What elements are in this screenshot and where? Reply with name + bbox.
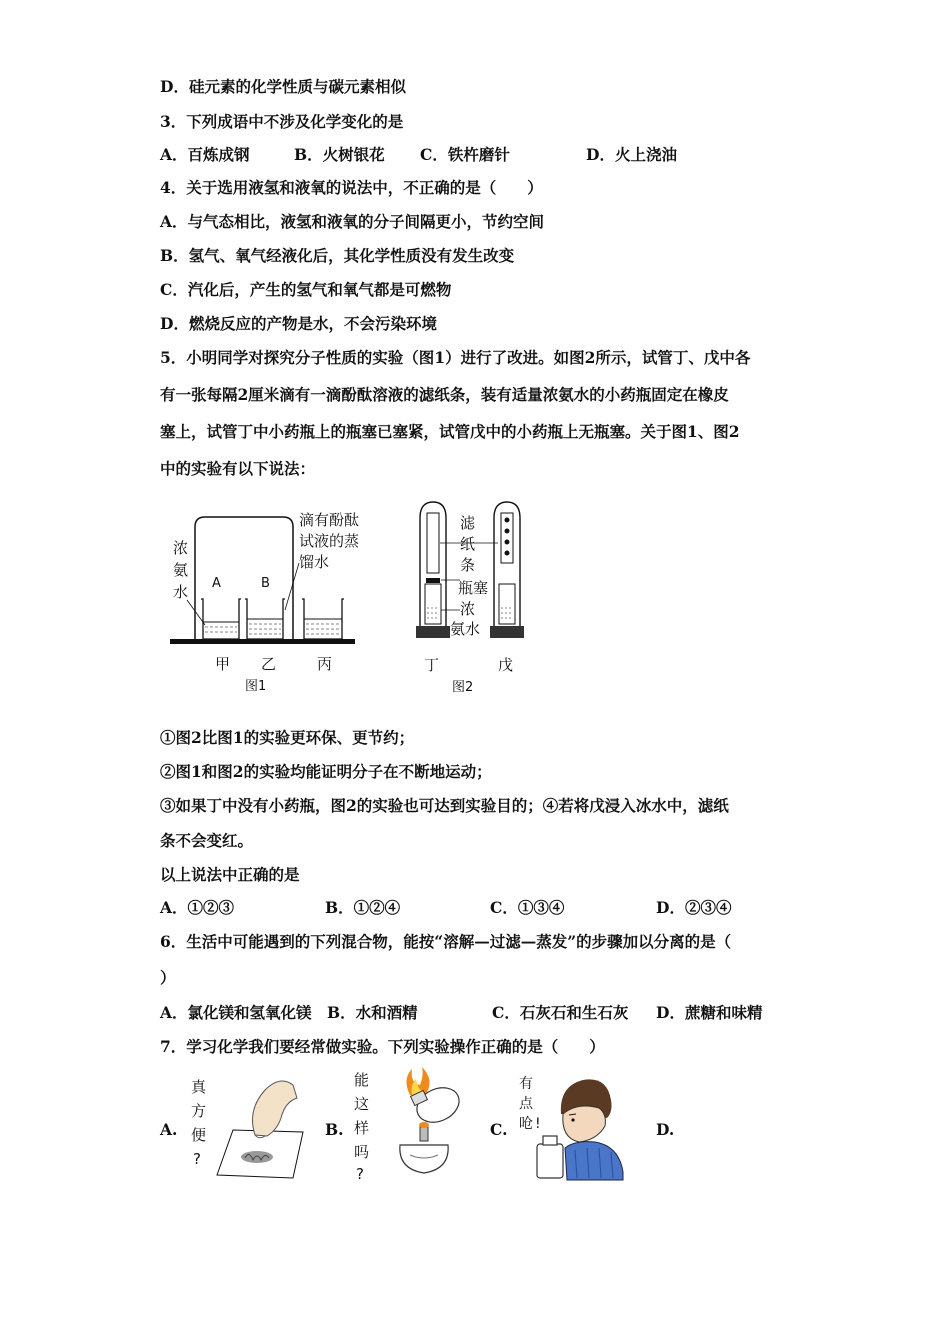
fig2-ammonia-2: 氨水 — [450, 620, 481, 638]
q7b-text-4: 吗 — [354, 1143, 370, 1161]
q7c-text-1: 有 — [519, 1076, 533, 1092]
q7-picture-b-lamp-icon — [350, 1065, 480, 1185]
q7a-text-3: 便 — [191, 1126, 207, 1144]
fig1-dropped-1: 滴有酚酞 — [299, 511, 360, 529]
q6-option-a: A．氯化镁和氢氧化镁 — [160, 1003, 312, 1022]
q7c-text-2: 点 — [519, 1096, 533, 1112]
q7b-text-5: ? — [356, 1165, 364, 1183]
question-3: 3．下列成语中不涉及化学变化的是 — [160, 112, 404, 131]
statement-2: ②图1和图2的实验均能证明分子在不断地运动； — [160, 762, 492, 781]
q5-ask: 以上说法中正确的是 — [160, 865, 300, 884]
q3-option-a: A．百炼成钢 — [160, 145, 250, 164]
fig1-label-yi: 乙 — [261, 655, 277, 673]
q7-option-b: B. — [325, 1120, 344, 1139]
question-6-line1: 6．生活中可能遇到的下列混合物，能按“溶解—过滤—蒸发”的步骤加以分离的是（ — [160, 932, 732, 951]
q7-option-d: D. — [656, 1120, 675, 1139]
q5-option-c: C．①③④ — [490, 898, 565, 917]
question-4: 4．关于选用液氢和液氧的说法中，不正确的是（ ） — [160, 178, 543, 197]
fig1-label-jia: 甲 — [215, 655, 231, 673]
fig1-beaker-b: B — [261, 576, 270, 591]
fig1-ammonia-3: 水 — [173, 583, 189, 601]
q7a-text-1: 真 — [191, 1078, 207, 1096]
q4-option-d: D．燃烧反应的产物是水，不会污染环境 — [160, 314, 437, 333]
q6-option-b: B．水和酒精 — [327, 1003, 418, 1022]
fig2-label-wu: 戊 — [498, 656, 514, 674]
fig1-caption: 图1 — [245, 679, 267, 694]
fig1-label-bing: 丙 — [317, 655, 333, 673]
fig1-ammonia-1: 浓 — [173, 539, 189, 557]
fig1-dropped-2: 试液的蒸 — [299, 532, 360, 550]
q5-option-d: D．②③④ — [656, 898, 732, 917]
q7-picture-c-smelling-icon — [515, 1068, 635, 1183]
figure-1 — [165, 505, 385, 694]
q7c-text-3: 呛 — [519, 1116, 533, 1132]
fig2-filter-1: 滤 — [460, 514, 476, 532]
fig1-beaker-a: A — [212, 576, 221, 591]
q4-option-c: C．汽化后，产生的氢气和氧气都是可燃物 — [160, 280, 452, 299]
q7b-text-1: 能 — [354, 1071, 370, 1089]
fig1-dropped-3: 馏水 — [299, 553, 330, 571]
q7a-text-2: 方 — [191, 1102, 207, 1120]
question-6-line2: ） — [160, 968, 176, 987]
q3-option-c: C．铁杵磨针 — [420, 145, 510, 164]
fig2-caption: 图2 — [452, 680, 474, 695]
q7-option-c: C. — [490, 1120, 508, 1139]
q4-option-a: A．与气态相比，液氢和液氧的分子间隔更小，节约空间 — [160, 212, 545, 231]
q3-option-d: D．火上浇油 — [586, 145, 677, 164]
fig2-label-ding: 丁 — [424, 656, 440, 674]
q7-option-a: A. — [160, 1120, 178, 1139]
question-5-line4: 中的实验有以下说法： — [160, 459, 316, 478]
q7a-text-4: ? — [193, 1150, 201, 1168]
statement-4: 条不会变红。 — [160, 831, 254, 850]
q6-option-c: C．石灰石和生石灰 — [492, 1003, 629, 1022]
fig2-stopper: 瓶塞 — [458, 579, 489, 597]
statement-3: ③如果丁中没有小药瓶，图2的实验也可达到实验目的；④若将戊浸入冰水中，滤纸 — [160, 796, 729, 815]
q7b-text-2: 这 — [354, 1095, 370, 1113]
q7-picture-a-hand-icon — [185, 1070, 320, 1185]
q3-option-b: B．火树银花 — [294, 145, 385, 164]
question-5-line1: 5．小明同学对探究分子性质的实验（图1）进行了改进。如图2所示，试管丁、戊中各 — [160, 348, 751, 367]
q6-option-d: D．蔗糖和味精 — [656, 1003, 763, 1022]
q4-option-b: B．氢气、氧气经液化后，其化学性质没有发生改变 — [160, 246, 515, 265]
option-d-prev: D．硅元素的化学性质与碳元素相似 — [160, 77, 406, 96]
fig1-ammonia-2: 氨 — [173, 561, 189, 579]
q5-option-b: B．①②④ — [325, 898, 401, 917]
fig2-ammonia-1: 浓 — [460, 600, 476, 618]
question-5-line3: 塞上，试管丁中小药瓶上的瓶塞已塞紧，试管戊中的小药瓶上无瓶塞。关于图1、图2 — [160, 422, 740, 441]
q5-option-a: A．①②③ — [160, 898, 235, 917]
question-5-line2: 有一张每隔2厘米滴有一滴酚酞溶液的滤纸条，装有适量浓氨水的小药瓶固定在橡皮 — [160, 385, 729, 404]
fig2-filter-3: 条 — [460, 556, 476, 574]
statement-1: ①图2比图1的实验更环保、更节约； — [160, 728, 415, 747]
q7c-text-4: ! — [535, 1116, 541, 1132]
fig2-filter-2: 纸 — [460, 535, 476, 553]
figure-2 — [410, 498, 550, 693]
q7b-text-3: 样 — [354, 1119, 370, 1137]
question-7: 7．学习化学我们要经常做实验。下列实验操作正确的是（ ） — [160, 1037, 605, 1056]
